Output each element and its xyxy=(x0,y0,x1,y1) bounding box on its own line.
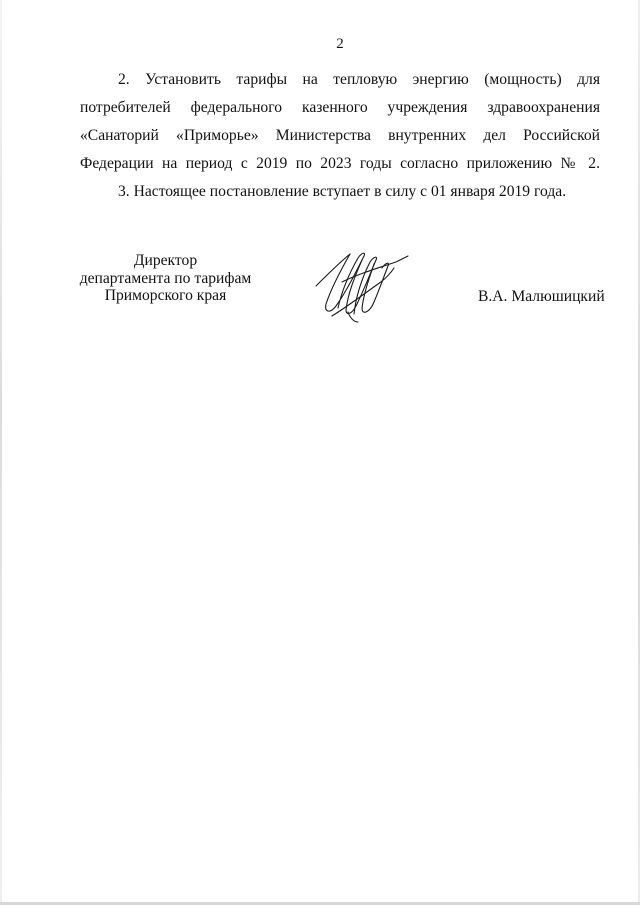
paragraph-effective-date: 3. Настоящее постановление вступает в силу с 01 января 2019 года. xyxy=(118,183,567,200)
page-number: 2 xyxy=(336,36,344,52)
signatory-title-line: Приморского края xyxy=(104,287,227,304)
signatory-title-line: департамента по тарифам xyxy=(79,269,252,287)
signatory-title xyxy=(78,252,253,305)
signatory-name: В.А. Малюшицкий xyxy=(478,288,605,305)
signature-stroke xyxy=(326,253,365,311)
document-body xyxy=(80,66,600,206)
signatory-title-line: Директор xyxy=(133,252,198,269)
handwritten-signature xyxy=(312,246,412,324)
paragraph-tariffs: 2. Установить тарифы на тепловую энергию (мощность) для потребителей федерального казенного учреждения здравоохранения «Санаторий «Приморье» Министерства внутренних дел Российской Федерации на период с 2019 по 2023 годы согласно приложению № 2. xyxy=(80,71,600,172)
page-left-edge xyxy=(0,0,2,905)
